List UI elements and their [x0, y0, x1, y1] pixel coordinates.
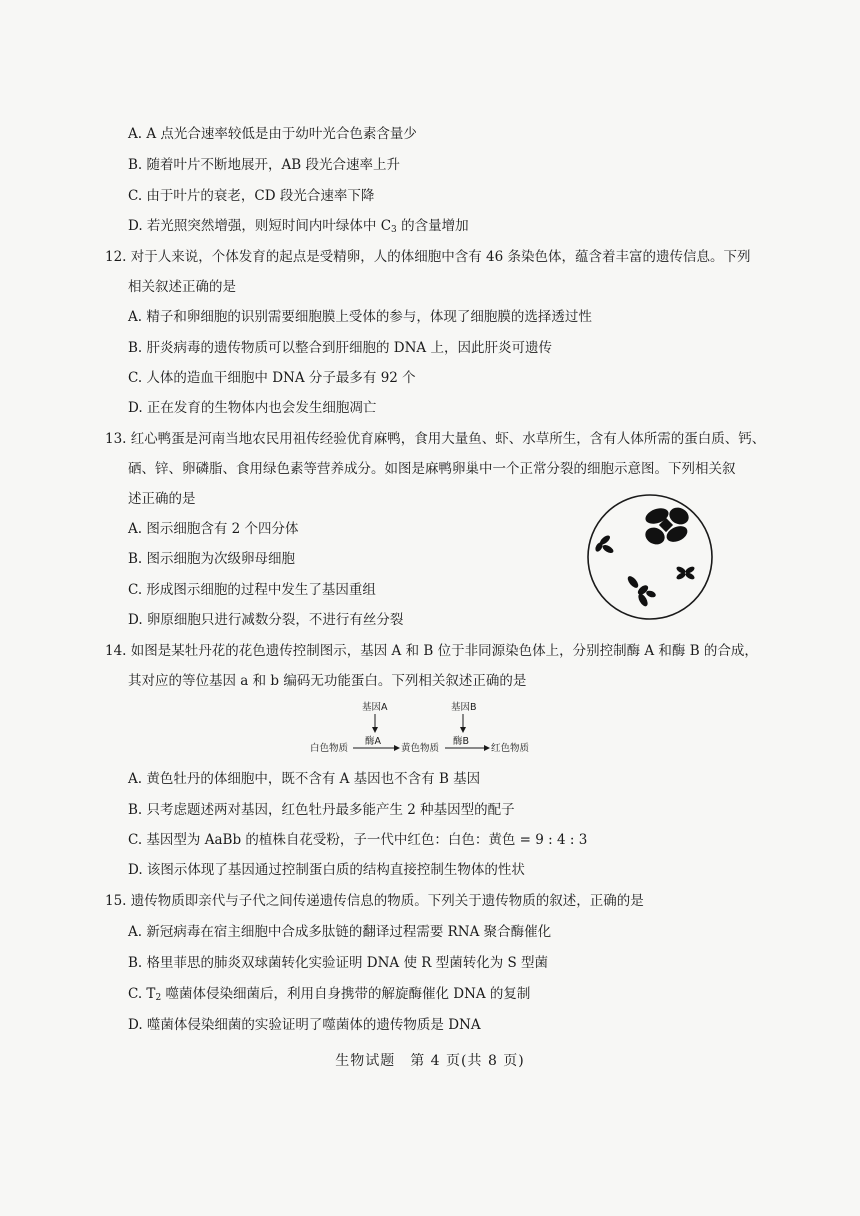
q13-option-a: A. 图示细胞含有 2 个四分体 [128, 521, 299, 537]
large-chromosome [643, 505, 692, 548]
q12-stem-line1: 12. 对于人来说，个体发育的起点是受精卵，人的体细胞中含有 46 条染色体，蕴含着丰富的遗传信息。下列 [105, 249, 751, 265]
medium-chromosome-bottom [626, 574, 657, 607]
q14-option-b: B. 只考虑题述两对基因，红色牡丹最多能产生 2 种基因型的配子 [128, 802, 515, 818]
q11-option-d-sub: 3 [391, 225, 397, 235]
q14-stem-line2: 其对应的等位基因 a 和 b 编码无功能蛋白。下列相关叙述正确的是 [128, 673, 527, 689]
q13-stem-line1: 13. 红心鸭蛋是河南当地农民用祖传经验优育麻鸭，食用大量鱼、虾、水草所生，含有人体所需的蛋白质、钙、 [105, 431, 766, 447]
gene-b-label: 基因B [451, 702, 477, 713]
page-footer: 生物试题 第 4 页(共 8 页) [335, 1053, 525, 1069]
enzyme-a-label: 酶A [365, 736, 381, 747]
q14-option-a: A. 黄色牡丹的体细胞中，既不含有 A 基因也不含有 B 基因 [128, 771, 481, 787]
q14-stem-line1: 14. 如图是某牡丹花的花色遗传控制图示，基因 A 和 B 位于非同源染色体上，分别控制酶 A 和酶 B 的合成， [105, 643, 758, 659]
q11-option-b: B. 随着叶片不断地展开，AB 段光合速率上升 [128, 157, 400, 173]
q15-option-d: D. 噬菌体侵染细菌的实验证明了噬菌体的遗传物质是 DNA [128, 1017, 481, 1033]
small-chromosome-left [594, 534, 615, 555]
q13-stem-line2: 硒、锌、卵磷脂、食用绿色素等营养成分。如图是麻鸭卵巢中一个正常分裂的细胞示意图。下列相关叙 [128, 461, 736, 477]
q11-option-d [128, 216, 469, 240]
flower-color-pathway [305, 698, 565, 760]
red-substance-label: 红色物质 [491, 743, 530, 754]
q15-stem-line1: 15. 遗传物质即亲代与子代之间传递遗传信息的物质。下列关于遗传物质的叙述，正确的是 [105, 893, 644, 909]
q12-stem-line2: 相关叙述正确的是 [128, 279, 236, 295]
q15-option-a: A. 新冠病毒在宿主细胞中合成多肽链的翻译过程需要 RNA 聚合酶催化 [128, 924, 552, 940]
q11-option-a: A. A 点光合速率较低是由于幼叶光合色素含量少 [128, 126, 417, 142]
yellow-substance-label: 黄色物质 [401, 743, 440, 754]
q13-option-b: B. 图示细胞为次级卵母细胞 [128, 551, 296, 567]
q15-option-c-sub: 2 [155, 993, 162, 1003]
small-chromosome-right [675, 565, 695, 581]
q12-option-c: C. 人体的造血干细胞中 DNA 分子最多有 92 个 [128, 370, 416, 386]
q13-option-c: C. 形成图示细胞的过程中发生了基因重组 [128, 582, 376, 598]
enzyme-b-label: 酶B [453, 736, 470, 747]
q12-option-a: A. 精子和卵细胞的识别需要细胞膜上受体的参与，体现了细胞膜的选择透过性 [128, 309, 592, 325]
q14-option-c: C. 基因型为 AaBb 的植株自花受粉，子一代中红色：白色：黄色 = 9 : 4 : 3 [128, 832, 588, 848]
q14-option-d: D. 该图示体现了基因通过控制蛋白质的结构直接控制生物体的性状 [128, 862, 525, 878]
q11-option-d-post: 的含量增加 [396, 218, 469, 234]
q13-stem-line3: 述正确的是 [128, 491, 196, 507]
q11-option-c: C. 由于叶片的衰老，CD 段光合速率下降 [128, 188, 375, 204]
cell-division-figure [585, 492, 715, 622]
q15-option-c-post: 噬菌体侵染细菌后，利用自身携带的解旋酶催化 DNA 的复制 [161, 986, 531, 1002]
white-substance-label: 白色物质 [310, 743, 349, 754]
q15-option-b: B. 格里菲思的肺炎双球菌转化实验证明 DNA 使 R 型菌转化为 S 型菌 [128, 955, 549, 971]
gene-a-label: 基因A [362, 702, 388, 713]
q12-option-b: B. 肝炎病毒的遗传物质可以整合到肝细胞的 DNA 上，因此肝炎可遗传 [128, 340, 552, 356]
q15-option-c [128, 984, 530, 1008]
q13-option-d: D. 卵原细胞只进行减数分裂，不进行有丝分裂 [128, 612, 404, 628]
q15-option-c-pre: C. T [128, 986, 156, 1002]
q11-option-d-pre: D. 若光照突然增强，则短时间内叶绿体中 C [128, 218, 392, 234]
q12-option-d: D. 正在发育的生物体内也会发生细胞凋亡 [128, 400, 377, 416]
